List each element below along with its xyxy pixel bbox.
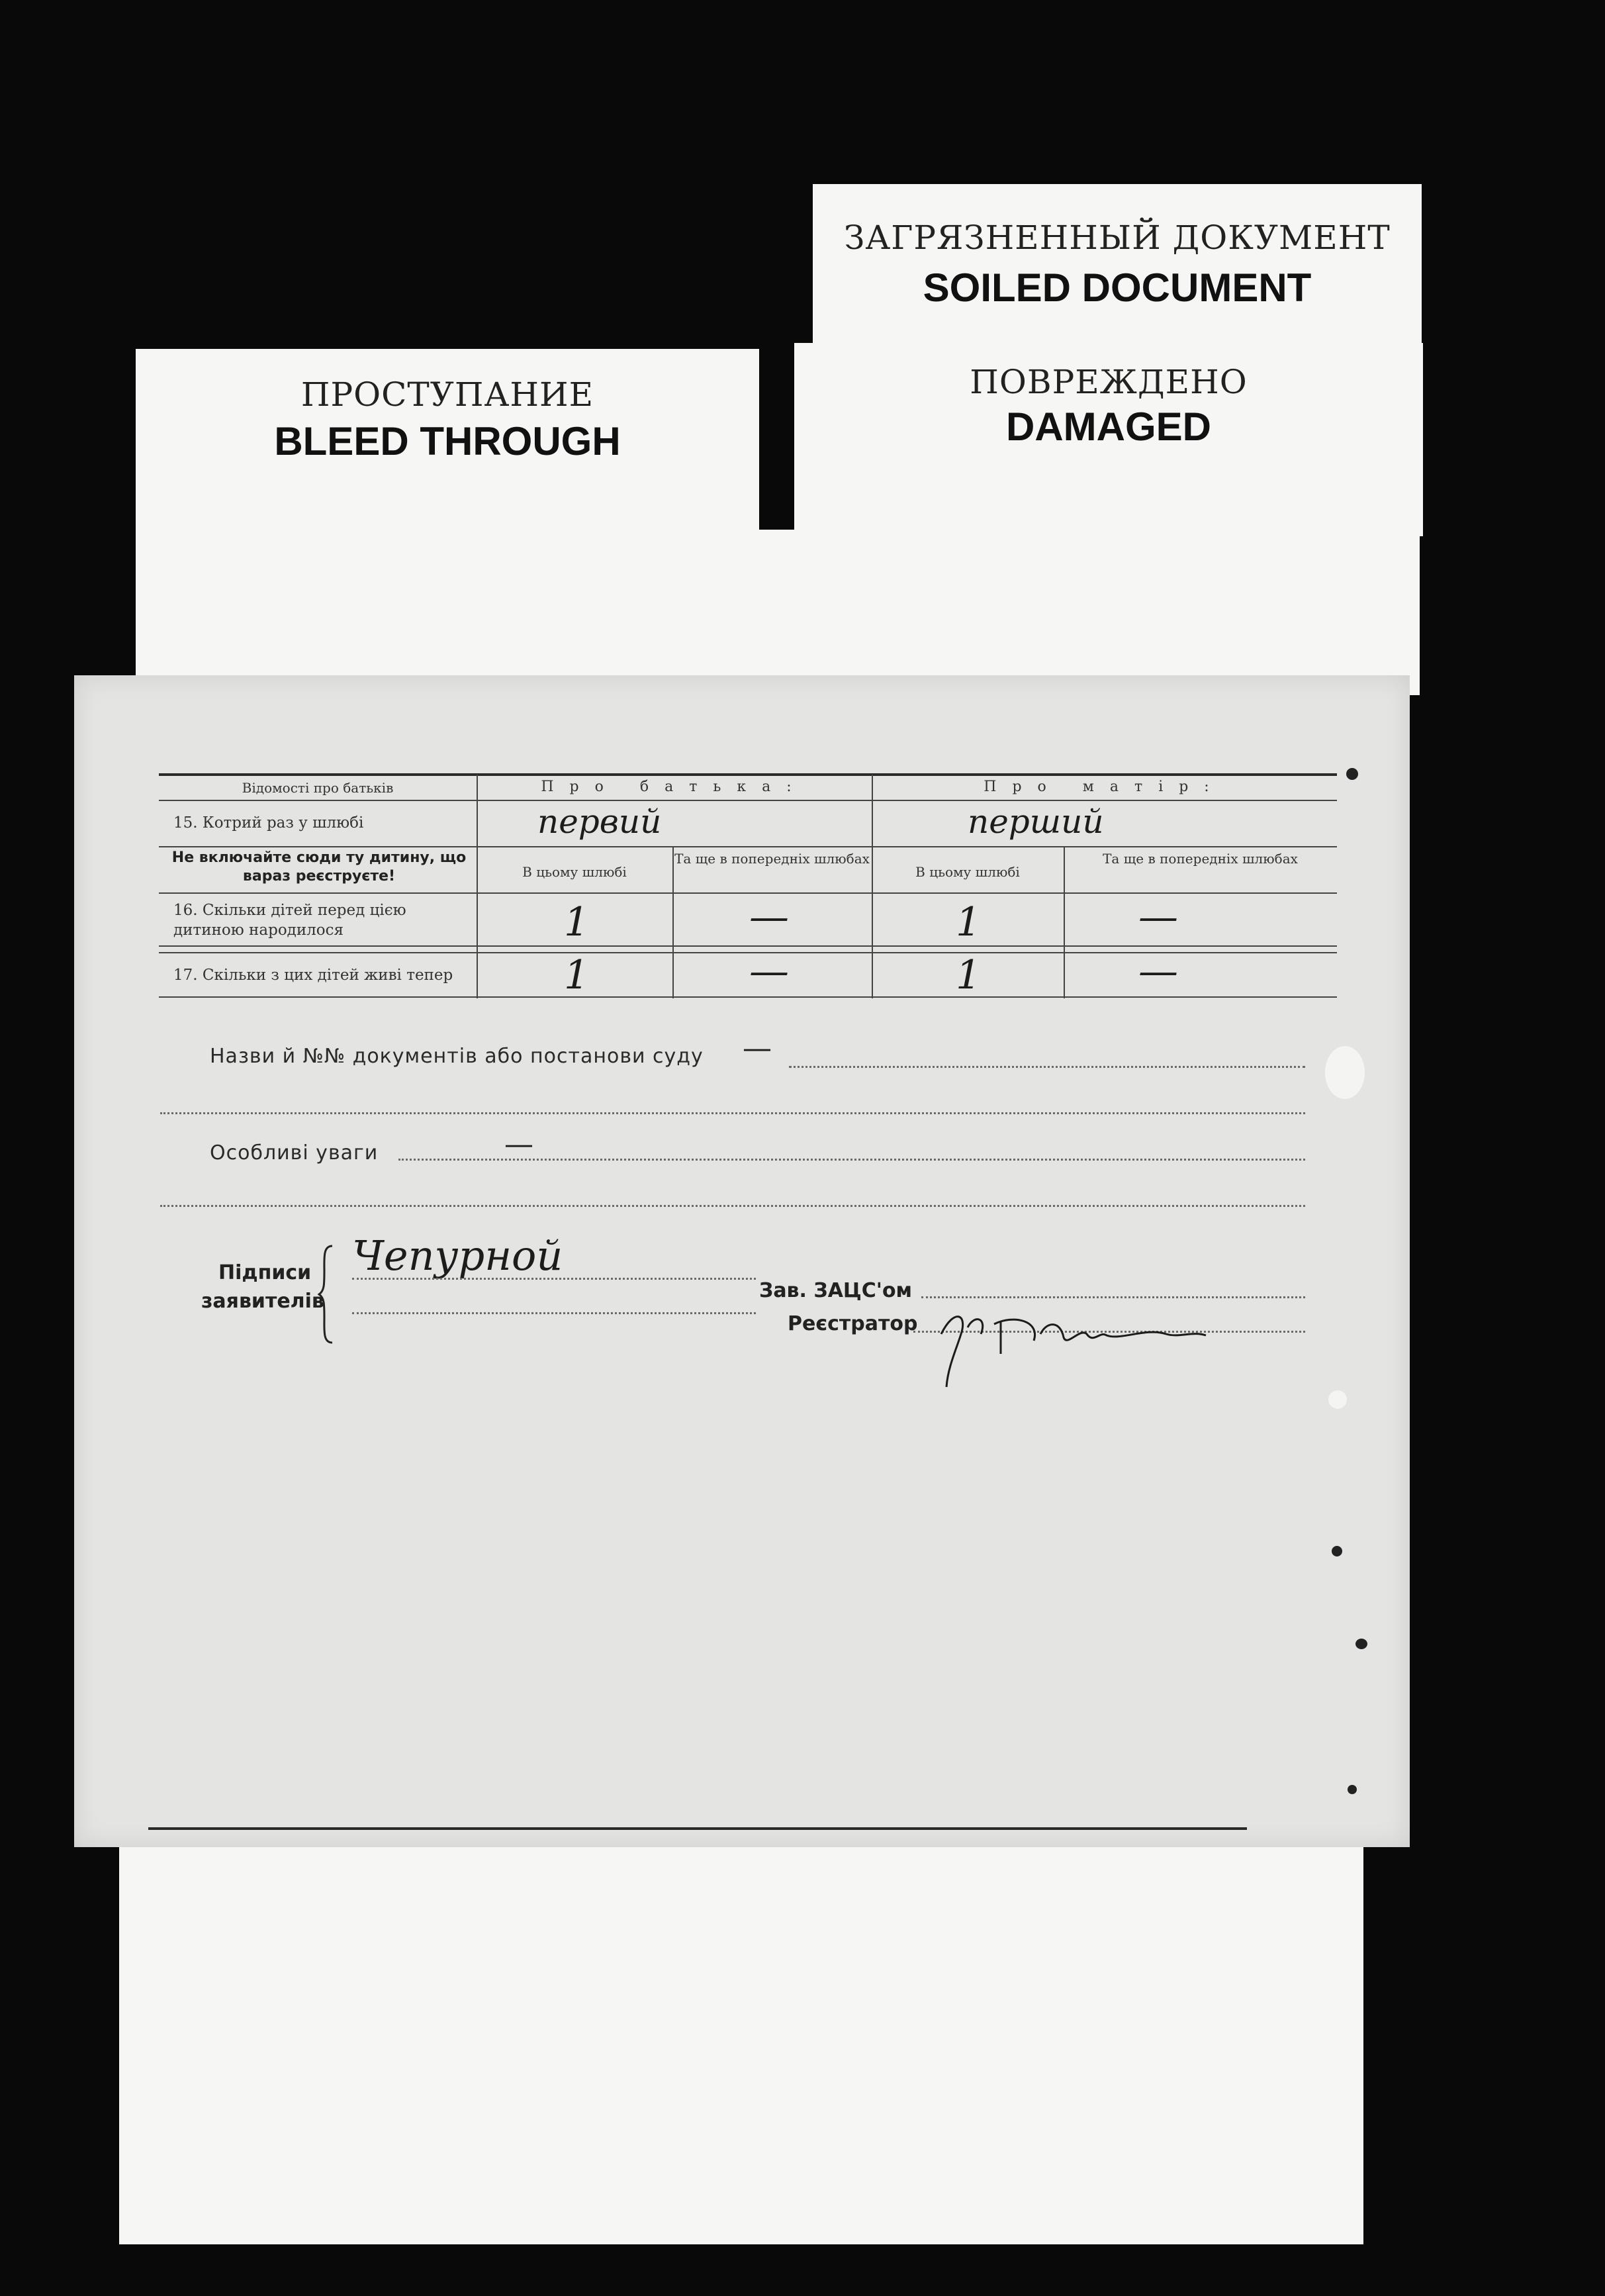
damaged-label-en: DAMAGED [1006, 405, 1211, 449]
documents-label: Назви й №№ документів або постанови суду [210, 1045, 704, 1068]
applicants-brace [318, 1245, 328, 1344]
header-mother: Про матір: [984, 779, 1225, 795]
damaged-label-ru: ПОВРЕЖДЕНО [970, 363, 1248, 401]
row17-mother-this: 1 [956, 952, 982, 998]
bleed-through-slip [136, 349, 759, 536]
header-parents-info: Відомості про батьків [242, 780, 394, 796]
sub-this-marriage-father: В цьому шлюбі [522, 864, 627, 880]
sub-prev-marriages-father: Та ще в попередніх шлюбах [674, 851, 870, 867]
registrar-signature [928, 1294, 1272, 1394]
row15-father-value: первий [537, 802, 662, 841]
row15-mother-value: перший [968, 802, 1104, 841]
row16-mother-this: 1 [956, 899, 982, 945]
card-bottom-rule [148, 1827, 1247, 1830]
row16-father-prev: — [749, 894, 789, 940]
notes-value: — [504, 1127, 533, 1161]
notes-label: Особливі уваги [210, 1141, 379, 1165]
row17-mother-prev: — [1138, 948, 1178, 994]
backing-sheet-bottom [119, 1827, 1363, 2244]
row17-label: 17. Скільки з цих дітей живі тепер [173, 967, 453, 984]
applicants-label-2: заявителів [201, 1290, 324, 1313]
soiled-label-ru: ЗАГРЯЗНЕННЫЙ ДОКУМЕНТ [844, 218, 1391, 257]
header-father: Про батька: [541, 779, 807, 795]
backing-sheet-top [136, 530, 1420, 695]
record-card [74, 675, 1410, 1847]
soiled-label-en: SOILED DOCUMENT [923, 265, 1312, 310]
row16-mother-prev: — [1138, 894, 1178, 940]
applicant-signature: Чепурной [352, 1231, 563, 1280]
row15-label: 15. Котрий раз у шлюбі [173, 814, 364, 832]
soiled-document-slip [813, 184, 1422, 353]
row17-father-prev: — [749, 948, 789, 994]
exclude-child-note: Не включайте сюди ту дитину, що вараз реєструєте! [171, 849, 467, 885]
registrar-label: Реєстратор [788, 1312, 918, 1335]
applicants-label-1: Підписи [218, 1261, 312, 1284]
row16-label: 16. Скільки дітей перед цією дитиною народилося [173, 902, 406, 939]
table-top-rule [159, 773, 1337, 776]
bleed-label-en: BLEED THROUGH [274, 419, 621, 463]
documents-value: — [743, 1031, 772, 1065]
sub-this-marriage-mother: В цьому шлюбі [915, 864, 1020, 880]
damaged-slip [794, 343, 1423, 536]
sub-prev-marriages-mother: Та ще в попередніх шлюбах [1103, 851, 1298, 867]
zags-head-label: Зав. ЗАЦС'ом [759, 1279, 913, 1302]
bleed-label-ru: ПРОСТУПАНИЕ [300, 375, 594, 414]
row17-father-this: 1 [564, 952, 590, 998]
row16-father-this: 1 [564, 899, 590, 945]
